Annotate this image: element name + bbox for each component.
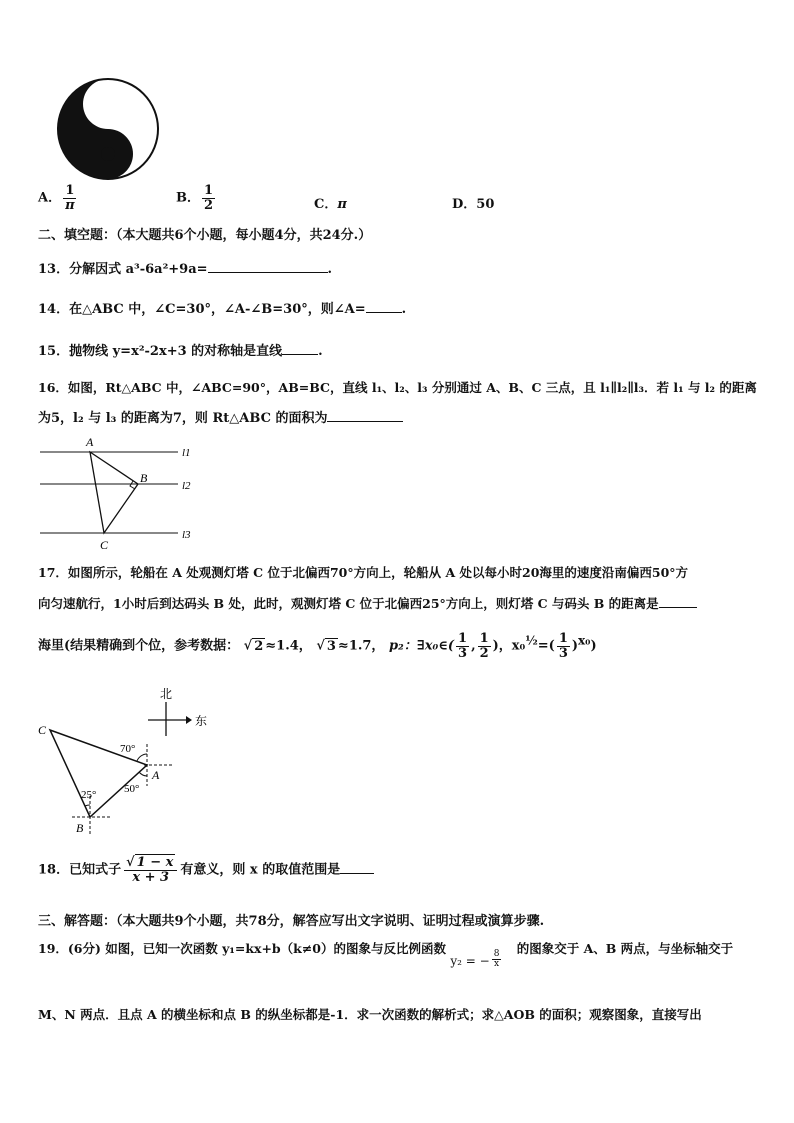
choice-a: A． $\frac{1}{\pi}$ xyxy=(38,183,75,213)
yin-yang-icon xyxy=(55,76,161,182)
q16-label-l1: l1 xyxy=(182,447,191,459)
q16-label-c: C xyxy=(100,538,109,552)
q17-label-c: C xyxy=(38,723,47,737)
q18: 18．已知式子 $\frac{√ 1 - x}{x + 3}$ 有意义，则 x 的取值范围是 xyxy=(38,856,374,884)
section3-heading: 三、解答题：（本大题共9个小题，共78分，解答应写出文字说明、证明过程或演算步骤. xyxy=(38,914,545,929)
q17-label-b: B xyxy=(76,821,84,835)
q14: 14．在△ABC 中，∠C=30°，∠A-∠B=30°，则∠A= . xyxy=(38,302,407,317)
q16-figure xyxy=(38,432,208,554)
q16-label-a: A xyxy=(86,435,94,449)
compass-north: 北 xyxy=(160,687,173,701)
choice-c: C．π xyxy=(314,197,347,212)
q17-angle70: 70° xyxy=(120,743,136,755)
q17-line1: 17．如图所示，轮船在 A 处观测灯塔 C 位于北偏西70°方向上，轮船从 A 处以每小时20海里的速度沿南偏西50°方 xyxy=(38,565,689,580)
q16-label-b: B xyxy=(140,471,148,485)
compass-east: 东 xyxy=(195,714,208,728)
section2-heading: 二、填空题：（本大题共6个小题，每小题4分，共24分.） xyxy=(38,228,372,243)
q15: 15．抛物线 y=x²-2x+3 的对称轴是直线 . xyxy=(38,344,323,359)
q17-angle50: 50° xyxy=(124,783,140,795)
q17-figure xyxy=(36,684,226,840)
q17-label-a: A xyxy=(152,768,160,782)
q19-line1: 19．(6分) 如图，已知一次函数 y₁=kx+b（k≠0）的图象与反比例函数 y₂ = − $\frac{8}{x}$ 的图象交于 A、B 两点，与坐标轴交于 xyxy=(38,941,734,969)
q17-line3: 海里(结果精确到个位，参考数据： √ 2 ≈1.4， √ 3 ≈1.7， p₂：∃x₀∈( $\frac{1}{3}$ , $\frac{1}{2}$ )，x₀$^{\frac{1}{2}}$=( $\frac{1}{3}$ )$^{x_0}$) xyxy=(38,631,597,661)
q17-line2: 向匀速航行，1小时后到达码头 B 处，此时，观测灯塔 C 位于北偏西25°方向上，则灯塔 C 与码头 B 的距离是 xyxy=(38,594,697,612)
q13: 13．分解因式 a³-6a²+9a= . xyxy=(38,262,333,277)
q16-label-l3: l3 xyxy=(182,529,191,541)
q19-line2: M、N 两点．且点 A 的横坐标和点 B 的纵坐标都是-1．求一次函数的解析式；求△AOB 的面积；观察图象，直接写出 xyxy=(38,1007,702,1022)
q16-label-l2: l2 xyxy=(182,480,191,492)
q16-line2: 为5，l₂ 与 l₃ 的距离为7，则 Rt△ABC 的面积为 xyxy=(38,407,403,426)
q16-line1: 16．如图，Rt△ABC 中，∠ABC=90°，AB=BC，直线 l₁、l₂、l₃ 分别通过 A、B、C 三点，且 l₁∥l₂∥l₃．若 l₁ 与 l₂ 的距离 xyxy=(38,380,757,395)
q17-angle25: 25° xyxy=(81,789,97,801)
choice-d: D．50 xyxy=(452,197,495,212)
choice-b: B． $\frac{1}{2}$ xyxy=(176,183,214,213)
